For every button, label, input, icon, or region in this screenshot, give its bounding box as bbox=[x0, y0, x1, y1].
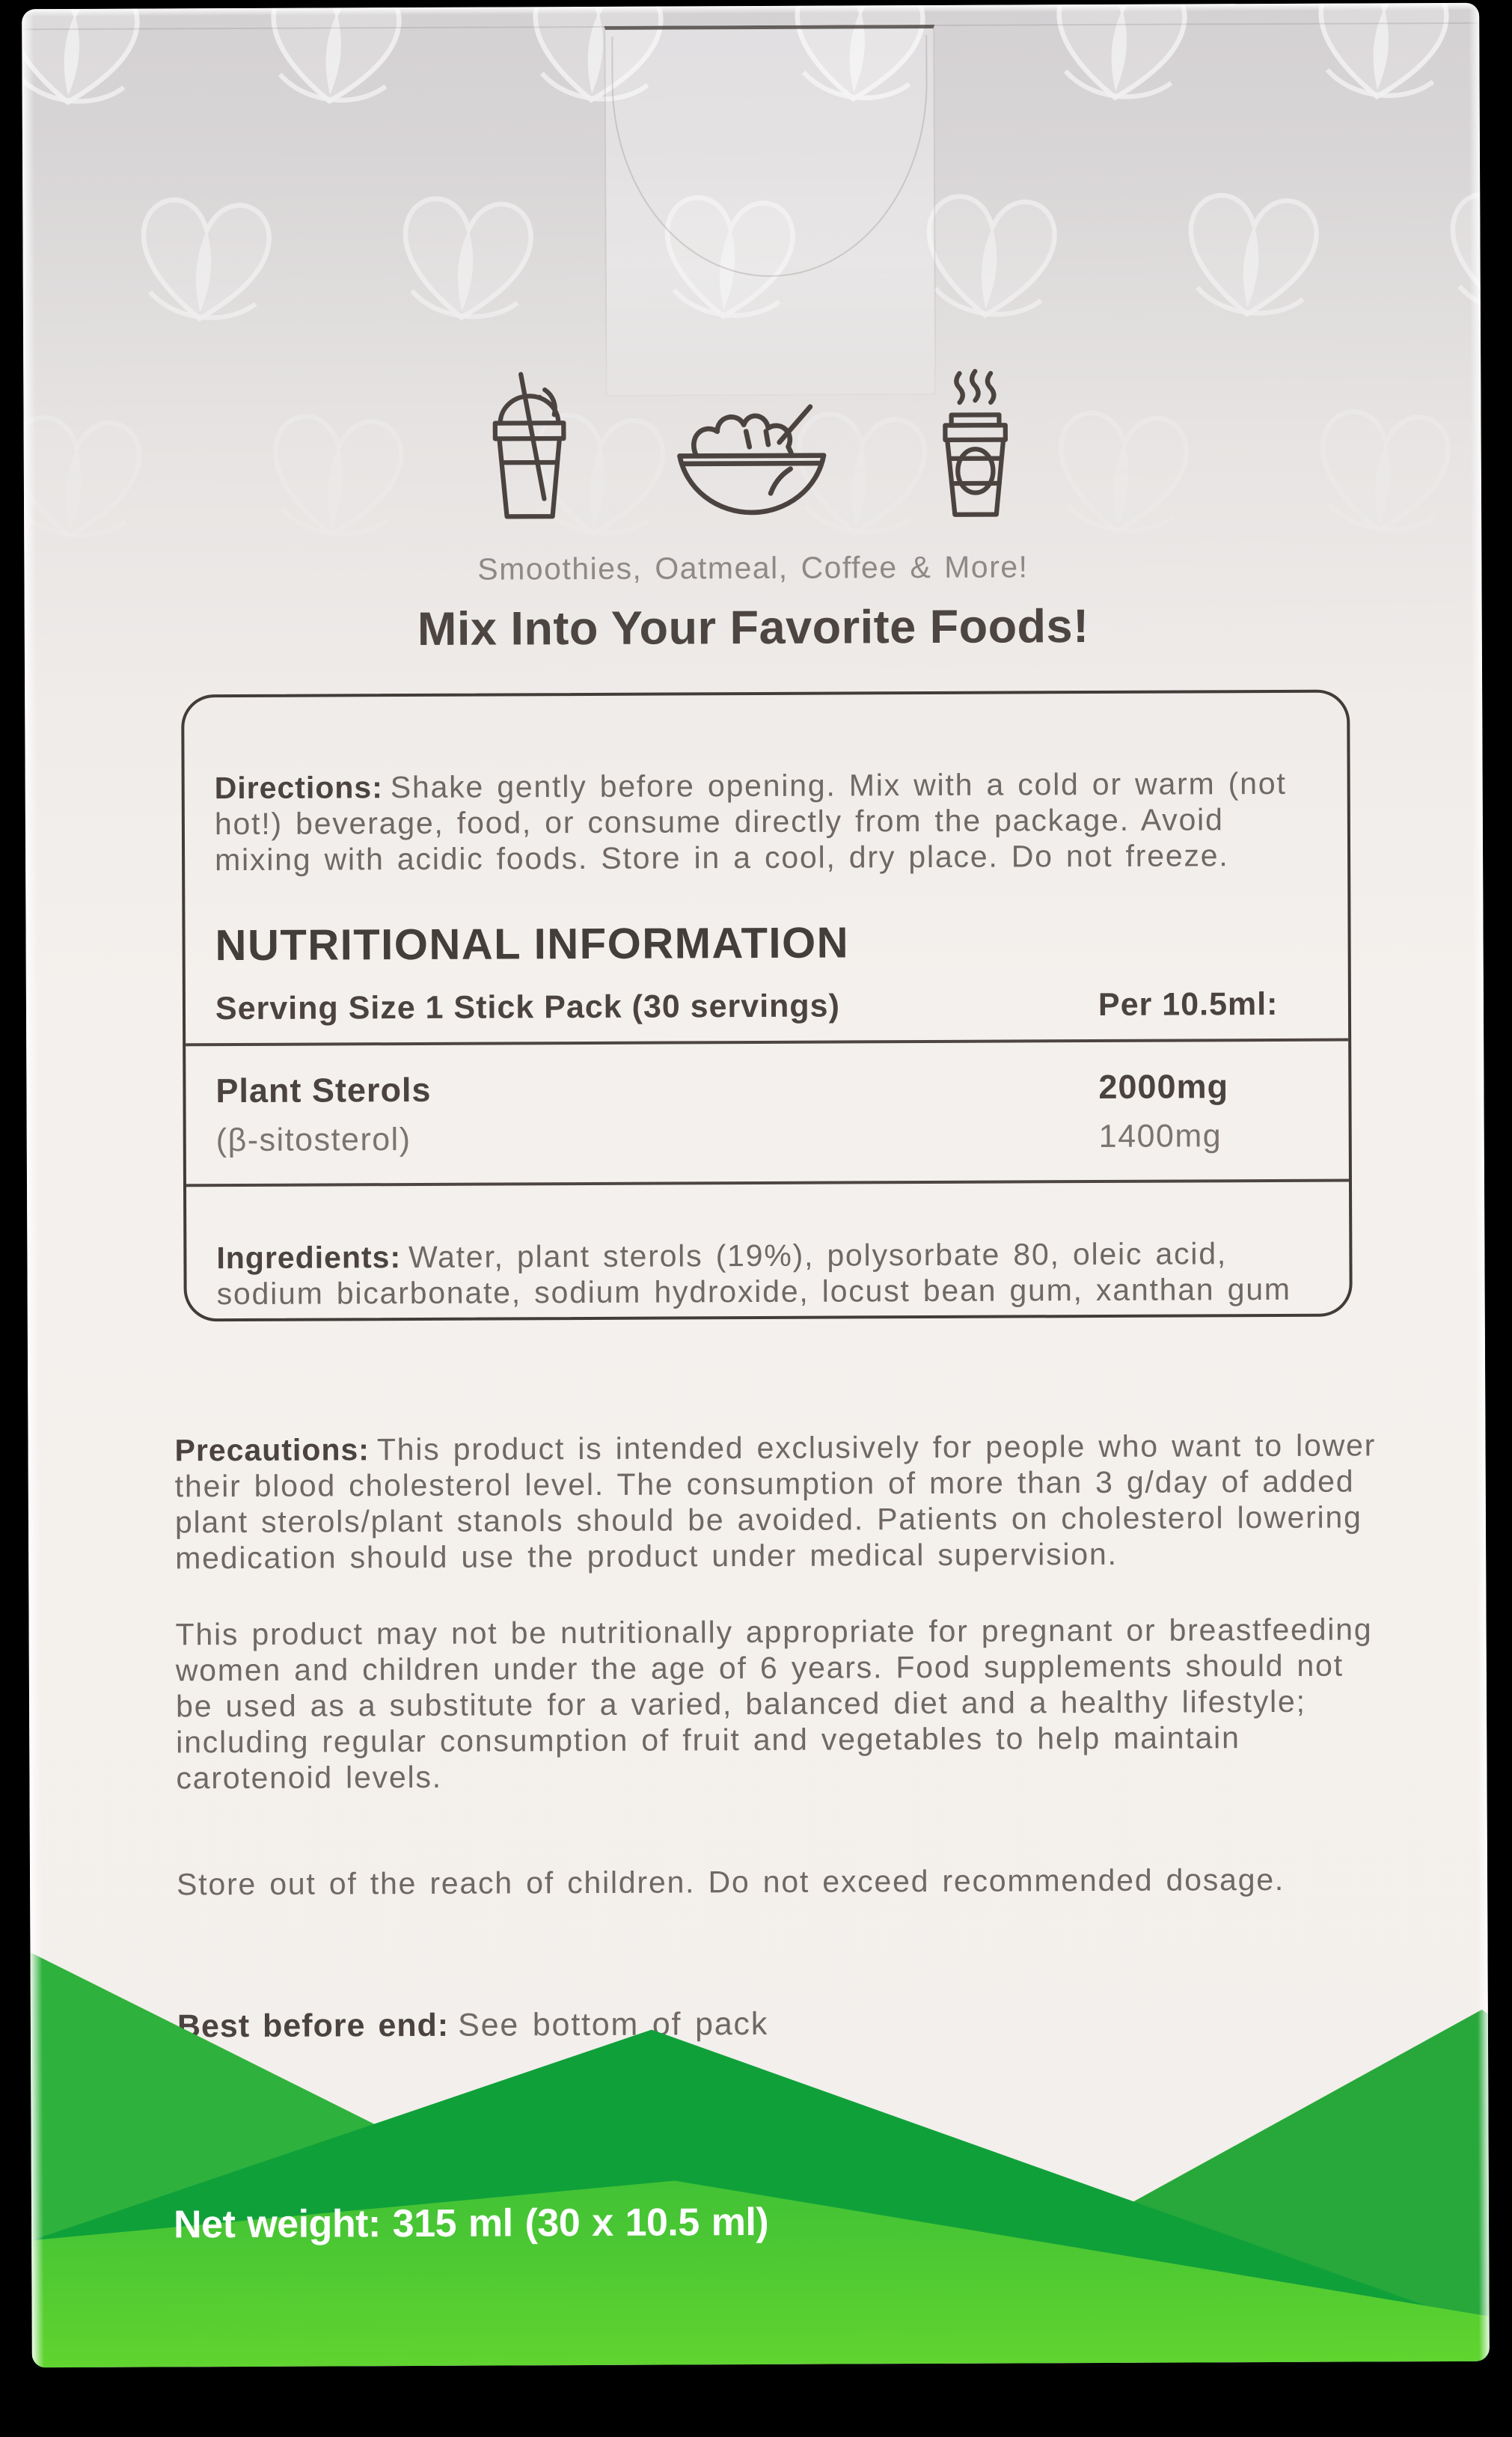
coffee-cup-icon bbox=[924, 367, 1026, 527]
green-mountains-footer bbox=[30, 1911, 1490, 2367]
nutrient-row-sitosterol bbox=[216, 1118, 1322, 1159]
heart-logo-icon bbox=[1161, 169, 1342, 343]
heart-logo-icon bbox=[244, 3, 425, 131]
smoothie-cup-icon bbox=[480, 369, 579, 529]
heart-logo-icon bbox=[1293, 385, 1474, 560]
nutrition-info-box bbox=[181, 690, 1353, 1322]
precautions-text: This product is intended exclusively for people who want to lower their blood cholesterol level. The consumption of more than 3 g/day of added plant sterols/plant stanols should be avoided. Patients on cholesterol lowering medication should use the product under medical supervision. bbox=[174, 1428, 1377, 1576]
precautions-paragraph bbox=[174, 1427, 1381, 1576]
storage-paragraph: Store out of the reach of children. Do not exceed recommended dosage. bbox=[176, 1862, 1285, 1902]
ingredients-label: Ingredients: bbox=[216, 1240, 402, 1276]
ingredients-paragraph bbox=[216, 1235, 1337, 1312]
heart-logo-icon bbox=[376, 173, 557, 347]
separator-line bbox=[186, 1179, 1349, 1187]
nutrient-name: (β-sitosterol) bbox=[215, 1122, 411, 1159]
directions-paragraph bbox=[215, 765, 1333, 878]
serving-size-row bbox=[215, 986, 1321, 1027]
suitability-paragraph: This product may not be nutritionally appropriate for pregnant or breastfeeding women and children under the age of 6 years. Food supplements should not be used as a substitute for a varied, balanced diet and a healthy lifestyle; including regular consumption of fruit and vegetables to help maintain carotenoid levels. bbox=[175, 1612, 1373, 1796]
nutrient-name: Plant Sterols bbox=[215, 1070, 432, 1110]
best-before-label: Best before end: bbox=[177, 2007, 450, 2045]
heart-logo-icon bbox=[1031, 387, 1212, 561]
food-icons-row bbox=[480, 369, 1026, 528]
ingredients-text: Water, plant sterols (19%), polysorbate 80, oleic acid, sodium bicarbonate, sodium hydroxide, locust bean gum, xanthan gum bbox=[216, 1236, 1291, 1312]
serving-size-label: Serving Size 1 Stick Pack (30 servings) bbox=[215, 988, 840, 1027]
directions-label: Directions: bbox=[214, 770, 383, 806]
heart-logo-icon bbox=[1291, 3, 1472, 126]
best-before-text: See bottom of pack bbox=[458, 2005, 769, 2043]
icons-caption: Smoothies, Oatmeal, Coffee & More! bbox=[477, 549, 1029, 587]
separator-line bbox=[186, 1039, 1348, 1047]
directions-text: Shake gently before opening. Mix with a cold or warm (not hot!) beverage, food, or consume directly from the package. Avoid mixing with acidic foods. Store in a cool, dry place. Do not freeze. bbox=[214, 765, 1287, 878]
oatmeal-bowl-icon bbox=[668, 397, 835, 528]
nutrient-row-plant-sterols bbox=[215, 1067, 1321, 1110]
nutrient-value: 1400mg bbox=[1098, 1118, 1222, 1155]
nutrient-value: 2000mg bbox=[1098, 1067, 1229, 1106]
box-back-panel bbox=[22, 3, 1490, 2367]
mix-headline: Mix Into Your Favorite Foods! bbox=[417, 600, 1089, 655]
heart-logo-icon bbox=[245, 390, 426, 564]
per-column-header: Per 10.5ml: bbox=[1098, 985, 1279, 1023]
heart-logo-icon bbox=[22, 3, 163, 132]
heart-logo-icon bbox=[1029, 3, 1210, 127]
nutritional-information-title: NUTRITIONAL INFORMATION bbox=[215, 918, 850, 970]
heart-logo-icon bbox=[114, 174, 295, 348]
precautions-label: Precautions: bbox=[174, 1432, 370, 1468]
heart-logo-icon bbox=[22, 391, 165, 566]
net-weight-text: Net weight: 315 ml (30 x 10.5 ml) bbox=[173, 2200, 769, 2247]
